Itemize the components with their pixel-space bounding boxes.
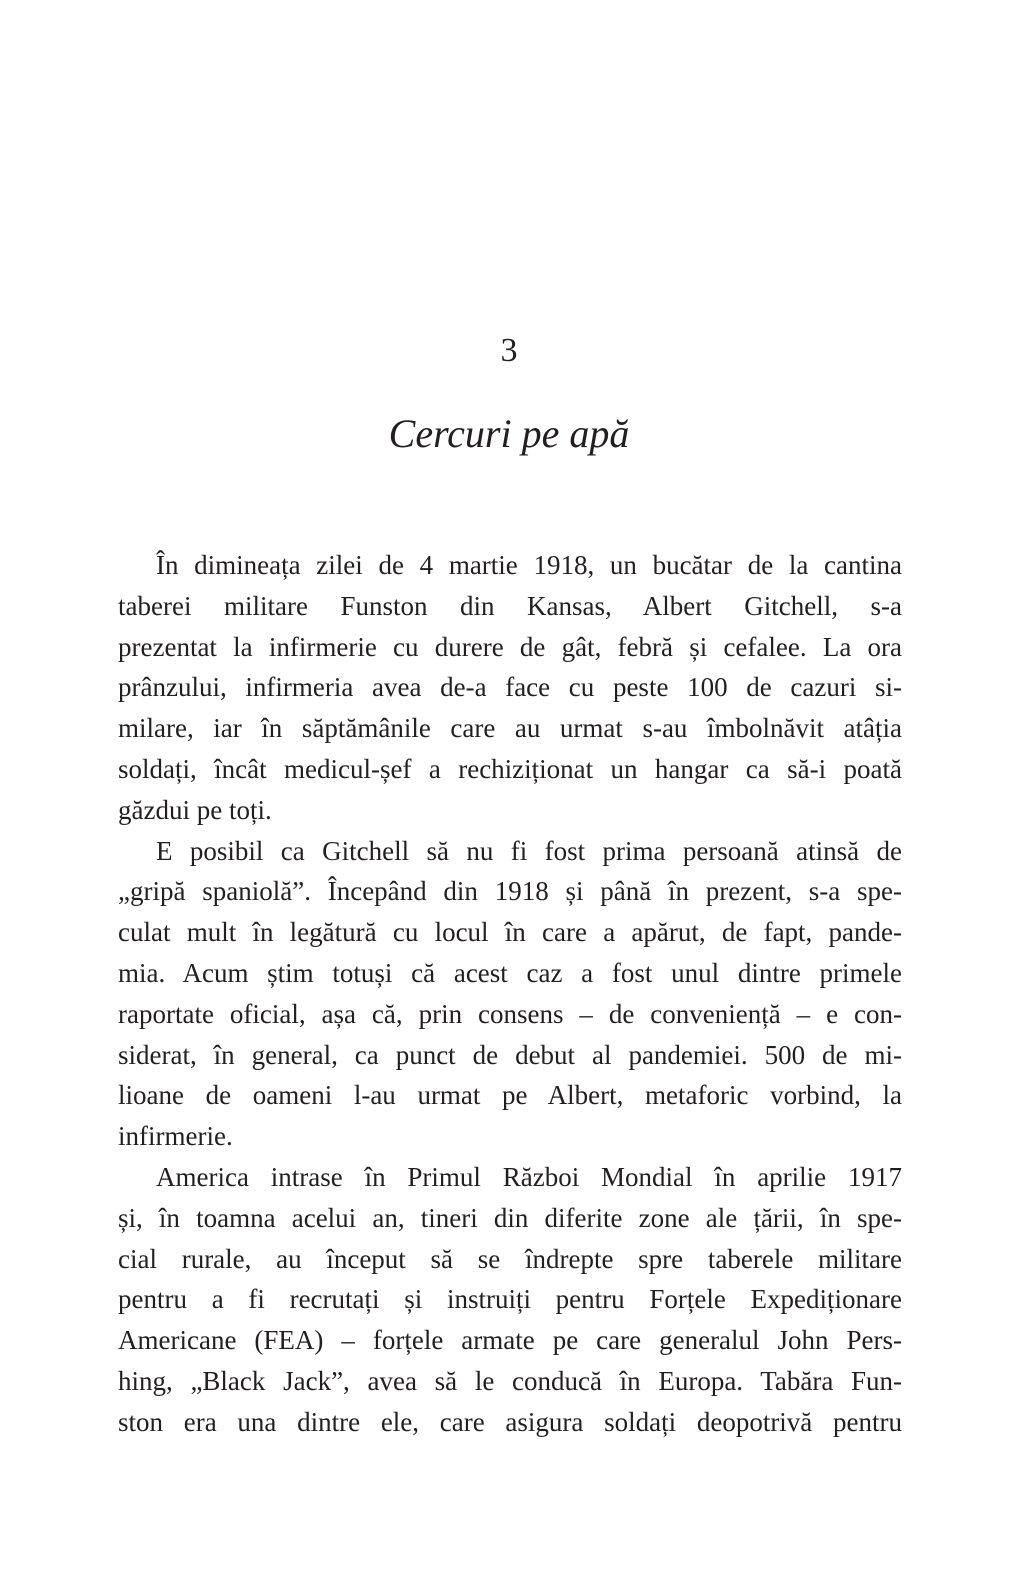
paragraph [118, 545, 902, 831]
text-line: și, în toamna acelui an, tineri din diferite zone ale țării, în spe- [118, 1202, 902, 1233]
text-line: ston era una dintre ele, care asigura soldați deopotrivă pentru [118, 1406, 902, 1437]
text-line: taberei militare Funston din Kansas, Albert Gitchell, s-a [118, 590, 902, 621]
text-line: prezentat la infirmerie cu durere de gât, febră și cefalee. La ora [118, 631, 902, 662]
text-line: raportate oficial, așa că, prin consens – de conveniență – e con- [118, 998, 902, 1029]
text-line: cial rurale, au început să se îndrepte spre taberele militare [118, 1243, 902, 1274]
text-line: culat mult în legătură cu locul în care a apărut, de fapt, pande- [118, 917, 902, 948]
paragraph [118, 1157, 902, 1443]
text-line: pentru a fi recrutați și instruiți pentru Forțele Expediționare [118, 1284, 902, 1315]
text-line: „gripă spaniolă”. Începând din 1918 și până în prezent, s-a spe- [118, 876, 902, 907]
text-line: În dimineața zilei de 4 martie 1918, un bucătar de la cantina [156, 550, 902, 580]
text-line: lioane de oameni l-au urmat pe Albert, metaforic vorbind, la [118, 1080, 902, 1111]
body-text [118, 545, 902, 1443]
text-line: infirmerie. [118, 1121, 233, 1152]
text-line: siderat, în general, ca punct de debut al pandemiei. 500 de mi- [118, 1039, 902, 1070]
text-line: mia. Acum știm totuși că acest caz a fost unul dintre primele [118, 957, 902, 988]
text-line: E posibil ca Gitchell să nu fi fost prima persoană atinsă de [156, 835, 902, 866]
chapter-number: 3 [500, 332, 518, 369]
text-line: prânzului, infirmeria avea de-a face cu peste 100 de cazuri si- [118, 672, 902, 703]
paragraph [118, 831, 902, 1157]
text-line: soldați, încât medicul-șef a rechiziționat un hangar ca să-i poată [118, 753, 902, 784]
text-line: hing, „Black Jack”, avea să le conducă în Europa. Tabăra Fun- [118, 1365, 902, 1396]
text-line: Americane (FEA) – forțele armate pe care generalul John Pers- [118, 1325, 902, 1356]
text-line: America intrase în Primul Război Mondial în aprilie 1917 [156, 1161, 902, 1192]
text-line: găzdui pe toți. [118, 794, 272, 825]
chapter-title: Cercuri pe apă [388, 411, 630, 456]
text-line: milare, iar în săptămânile care au urmat s-au îmbolnăvit atâția [118, 713, 902, 744]
